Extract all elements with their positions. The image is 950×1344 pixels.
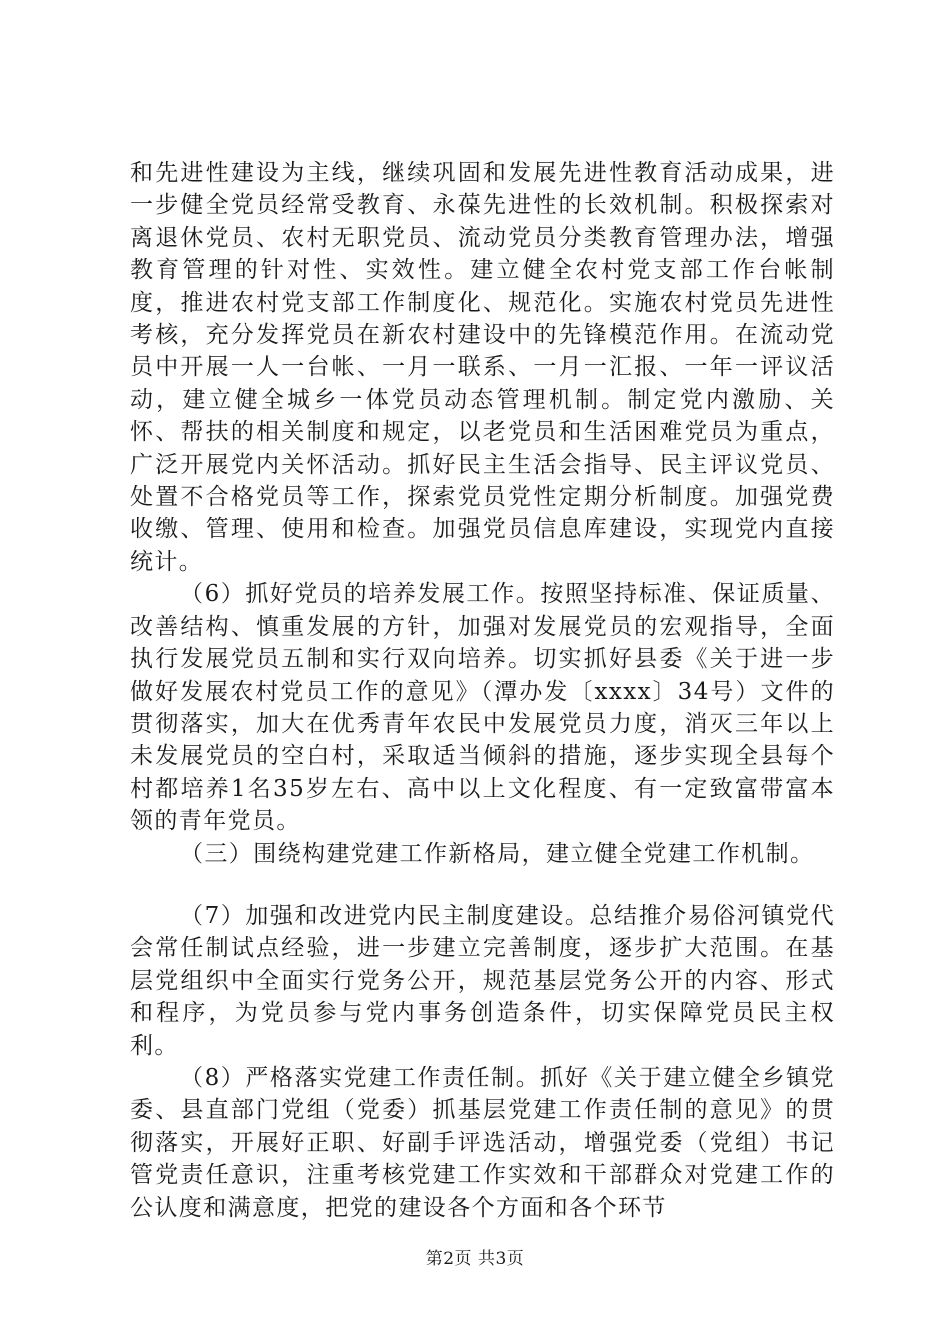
paragraph-item-7: （7）加强和改进党内民主制度建设。总结推介易俗河镇党代会常任制试点经验，进一步建立完善制度，逐步扩大范围。在基层党组织中全面实行党务公开，规范基层党务公开的内容、形式和程序，为党员参与党内事务创造条件，切实保障党员民主权利。 xyxy=(130,902,835,1059)
section-heading-3: （三）围绕构建党建工作新格局，建立健全党建工作机制。 xyxy=(180,840,815,867)
paragraph-continuation: 和先进性建设为主线，继续巩固和发展先进性教育活动成果，进一步健全党员经常受教育、永葆先进性的长效机制。积极探索对离退休党员、农村无职党员、流动党员分类教育管理办法，增强教育管理的针对性、实效性。建立健全农村党支部工作台帐制度，推进农村党支部工作制度化、规范化。实施农村党员先进性考核，充分发挥党员在新农村建设中的先锋模范作用。在流动党员中开展一人一台帐、一月一联系、一月一汇报、一年一评议活动，建立健全城乡一体党员动态管理机制。制定党内激励、关怀、帮扶的相关制度和规定，以老党员和生活困难党员为重点，广泛开展党内关怀活动。抓好民主生活会指导、民主评议党员、处置不合格党员等工作，探索党员党性定期分析制度。加强党费收缴、管理、使用和检查。加强党员信息库建设，实现党内直接统计。 xyxy=(130,160,835,575)
paragraph-item-6: （6）抓好党员的培养发展工作。按照坚持标准、保证质量、改善结构、慎重发展的方针，加强对发展党员的宏观指导，全面执行发展党员五制和实行双向培养。切实抓好县委《关于进一步做好发展农村党员工作的意见》（潭办发〔xxxx〕34号）文件的贯彻落实，加大在优秀青年农民中发展党员力度，消灭三年以上未发展党员的空白村，采取适当倾斜的措施，逐步实现全县每个村都培养1名35岁左右、高中以上文化程度、有一定致富带富本领的青年党员。 xyxy=(130,581,835,835)
paragraph-gap xyxy=(130,870,835,900)
paragraph-item-8: （8）严格落实党建工作责任制。抓好《关于建立健全乡镇党委、县直部门党组（党委）抓基层党建工作责任制的意见》的贯彻落实，开展好正职、好副手评选活动，增强党委（党组）书记管党责任意识，注重考核党建工作实效和干部群众对党建工作的公认度和满意度，把党的建设各个方面和各个环节 xyxy=(130,1064,835,1221)
document-body xyxy=(130,157,835,1224)
page-footer: 第2页 共3页 xyxy=(425,1249,525,1269)
